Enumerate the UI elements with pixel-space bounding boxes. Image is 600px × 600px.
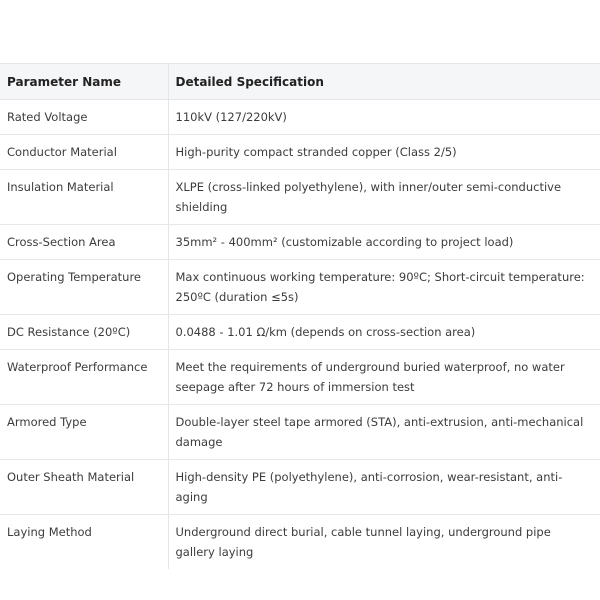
table-row <box>0 460 600 515</box>
parameter-name-cell: Cross-Section Area <box>0 225 168 260</box>
specification-cell: Meet the requirements of underground buried waterproof, no water seepage after 72 hours of immersion test <box>168 350 600 405</box>
parameter-name-cell: Conductor Material <box>0 135 168 170</box>
specification-cell: 0.0488 - 1.01 Ω/km (depends on cross-section area) <box>168 315 600 350</box>
table-row <box>0 315 600 350</box>
table-row <box>0 225 600 260</box>
parameter-name-cell: Waterproof Performance <box>0 350 168 405</box>
parameter-name-cell: Laying Method <box>0 515 168 570</box>
header-parameter-name: Parameter Name <box>0 64 168 100</box>
table-row <box>0 260 600 315</box>
table-row <box>0 100 600 135</box>
specification-cell: 35mm² - 400mm² (customizable according to project load) <box>168 225 600 260</box>
table-header-row <box>0 64 600 100</box>
parameter-name-cell: DC Resistance (20ºC) <box>0 315 168 350</box>
specification-cell: Underground direct burial, cable tunnel laying, underground pipe gallery laying <box>175 525 551 559</box>
parameter-name-cell: Operating Temperature <box>0 260 168 315</box>
specification-cell: High-purity compact stranded copper (Class 2/5) <box>168 135 600 170</box>
specification-cell: 110kV (127/220kV) <box>168 100 600 135</box>
table-row <box>0 135 600 170</box>
specification-cell: High-density PE (polyethylene), anti-corrosion, wear-resistant, anti-aging <box>168 460 600 515</box>
parameter-name-cell: Outer Sheath Material <box>0 460 168 515</box>
specification-cell: XLPE (cross-linked polyethylene), with inner/outer semi-conductive shielding <box>168 170 600 225</box>
specification-table <box>0 63 600 569</box>
spec-table-container <box>0 63 600 569</box>
table-row <box>0 350 600 405</box>
specification-cell: Max continuous working temperature: 90ºC; Short-circuit temperature: 250ºC (duration ≤5s) <box>168 260 600 315</box>
parameter-name-cell: Rated Voltage <box>0 100 168 135</box>
header-detailed-specification: Detailed Specification <box>168 64 600 100</box>
specification-cell: Double-layer steel tape armored (STA), anti-extrusion, anti-mechanical damage <box>168 405 600 460</box>
parameter-name-cell: Insulation Material <box>0 170 168 225</box>
table-row <box>0 515 600 570</box>
table-row <box>0 170 600 225</box>
parameter-name-cell: Armored Type <box>0 405 168 460</box>
table-row <box>0 405 600 460</box>
